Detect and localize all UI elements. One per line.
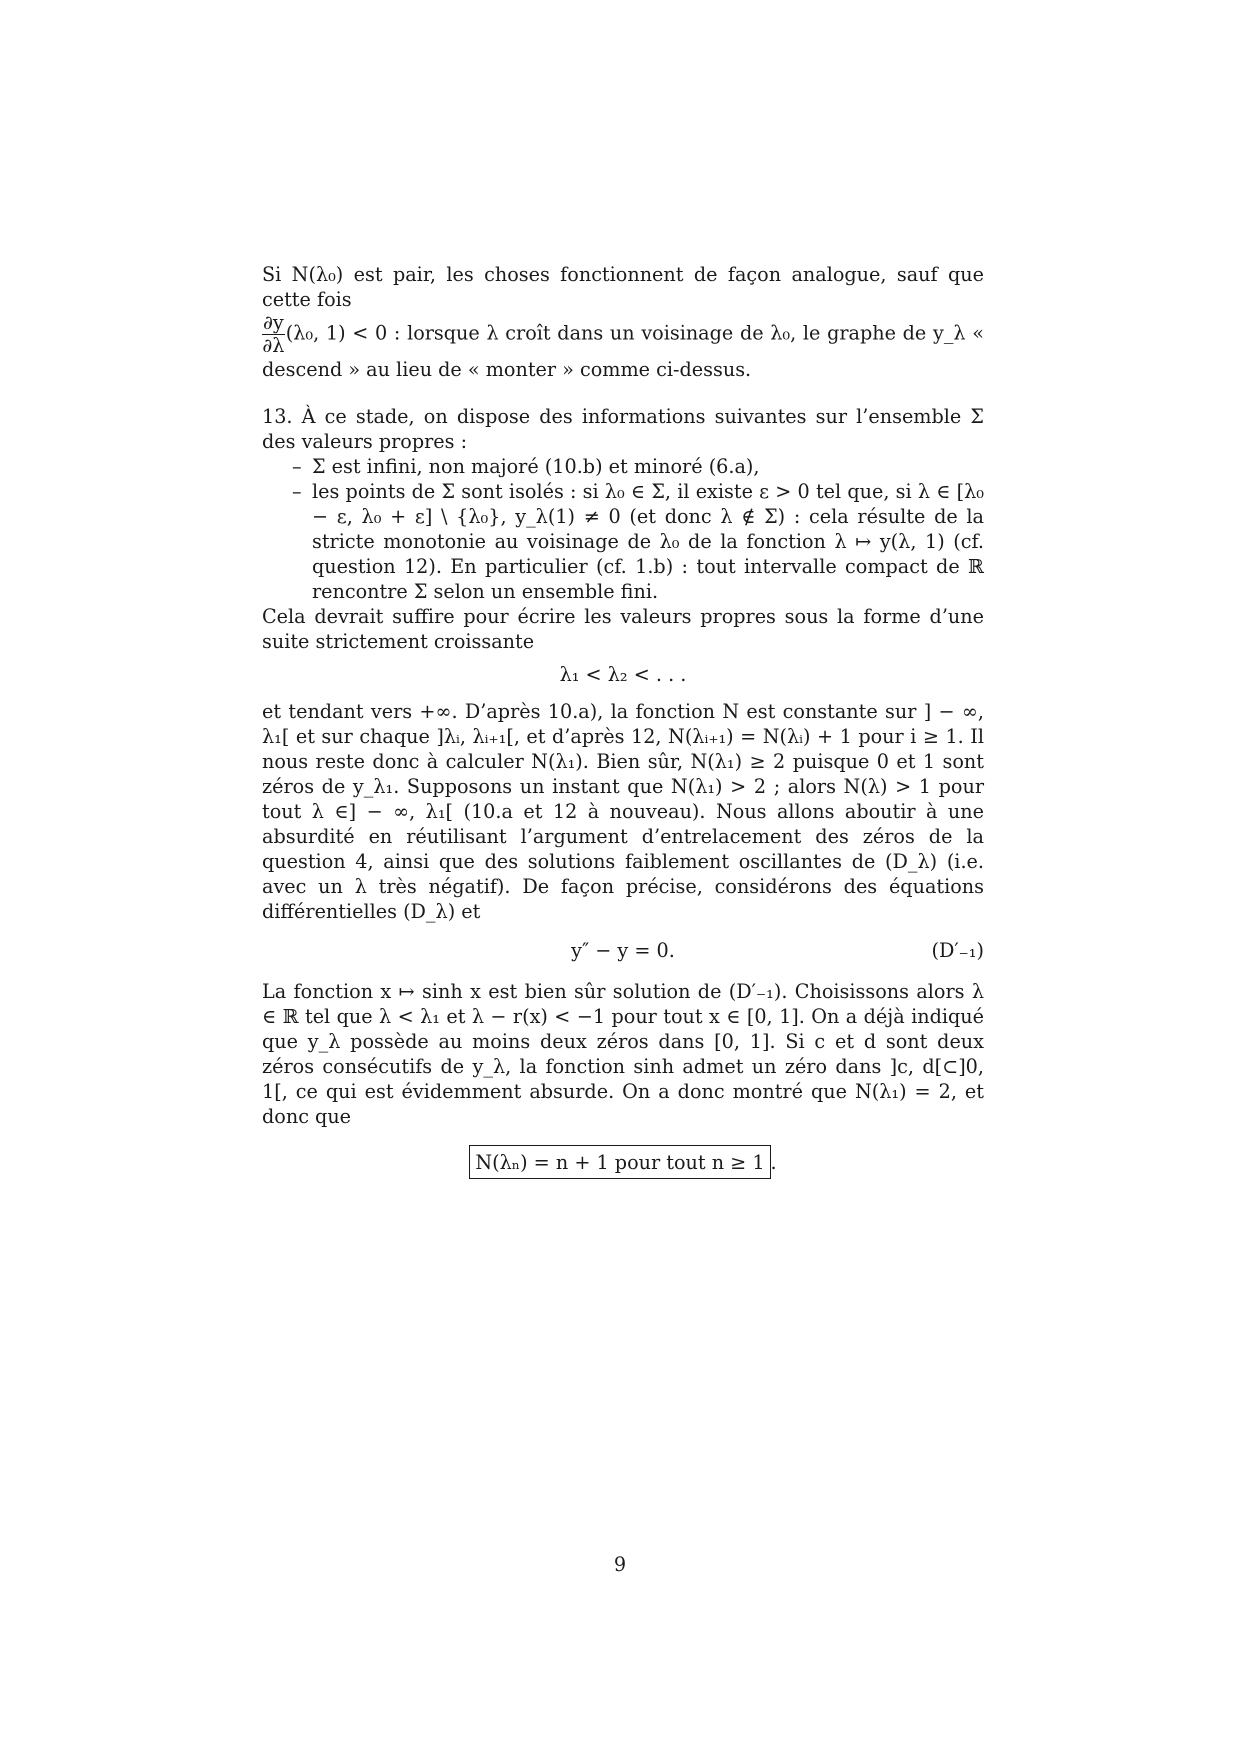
differential-equation — [262, 938, 984, 963]
boxed-result-period: . — [770, 1151, 777, 1174]
list-item-text: les points de Σ sont isolés : si λ₀ ∈ Σ, il existe ε > 0 tel que, si λ ∈ [λ₀ − ε, λ₀ + ε] \ {λ₀}, y_λ(1) ≠ 0 (et donc λ ∉ Σ) : cela résulte de la stricte monotonie au voisinage de λ₀ de la fonction λ ↦ y(λ, 1) (cf. question 12). En particulier (cf. 1.b) : tout intervalle compact de ℝ rencontre Σ selon un ensemble fini. — [312, 480, 984, 603]
page-number: 9 — [613, 1553, 627, 1576]
question-13-intro: 13. À ce stade, on dispose des informations suivantes sur l’ensemble Σ des valeurs propres : — [262, 405, 984, 453]
fraction-numerator: ∂y — [263, 311, 284, 334]
list-item-text: Σ est infini, non majoré (10.b) et minoré (6.a), — [312, 455, 760, 478]
dash-bullet: – — [292, 455, 302, 478]
fraction-denominator: ∂λ — [262, 334, 285, 357]
paragraph-parity-continued — [262, 312, 984, 382]
dash-bullet: – — [292, 480, 302, 503]
properties-list — [262, 454, 984, 604]
paragraph-sequence-intro: Cela devrait suffire pour écrire les valeurs propres sous la forme d’une suite strictement croissante — [262, 605, 984, 653]
paragraph-parity: Si N(λ₀) est pair, les choses fonctionnent de façon analogue, sauf que cette fois — [262, 263, 984, 311]
boxed-result-row — [262, 1145, 984, 1179]
equation-body: y″ − y = 0. — [571, 939, 675, 962]
boxed-result: N(λₙ) = n + 1 pour tout n ≥ 1 — [469, 1145, 770, 1179]
list-item — [292, 479, 984, 604]
partial-derivative-fraction — [262, 312, 285, 357]
document-page-body — [262, 262, 984, 1179]
paragraph-tendant: et tendant vers +∞. D’après 10.a), la fonction N est constante sur ] − ∞, λ₁[ et sur chaque ]λᵢ, λᵢ₊₁[, et d’après 12, N(λᵢ₊₁) = N(λᵢ) + 1 pour i ≥ 1. Il nous reste donc à calculer N(λ₁). Bien sûr, N(λ₁) ≥ 2 puisque 0 et 1 sont zéros de y_λ₁. Supposons un instant que N(λ₁) > 2 ; alors N(λ) > 1 pour tout λ ∈] − ∞, λ₁[ (10.a et 12 à nouveau). Nous allons aboutir à une absurdité en réutilisant l’argument d’entrelacement des zéros de la question 4, ainsi que des solutions faiblement oscillantes de (D_λ) (i.e. avec un λ très négatif). De façon précise, considérons des équations différentielles (D_λ) et — [262, 700, 984, 923]
paragraph-sinh: La fonction x ↦ sinh x est bien sûr solution de (D′₋₁). Choisissons alors λ ∈ ℝ tel que λ < λ₁ et λ − r(x) < −1 pour tout x ∈ [0, 1]. On a déjà indiqué que y_λ possède au moins deux zéros dans [0, 1]. Si c et d sont deux zéros consécutifs de y_λ, la fonction sinh admet un zéro dans ]c, d[⊂]0, 1[, ce qui est évidemment absurde. On a donc montré que N(λ₁) = 2, et donc que — [262, 980, 984, 1128]
list-item — [292, 454, 984, 479]
parity-sentence: (λ₀, 1) < 0 : lorsque λ croît dans un voisinage de λ₀, le graphe de y_λ « descend » au lieu de « monter » comme ci-dessus. — [262, 321, 984, 381]
equation-tag: (D′₋₁) — [931, 939, 984, 962]
eigenvalue-sequence: λ₁ < λ₂ < . . . — [559, 663, 687, 686]
